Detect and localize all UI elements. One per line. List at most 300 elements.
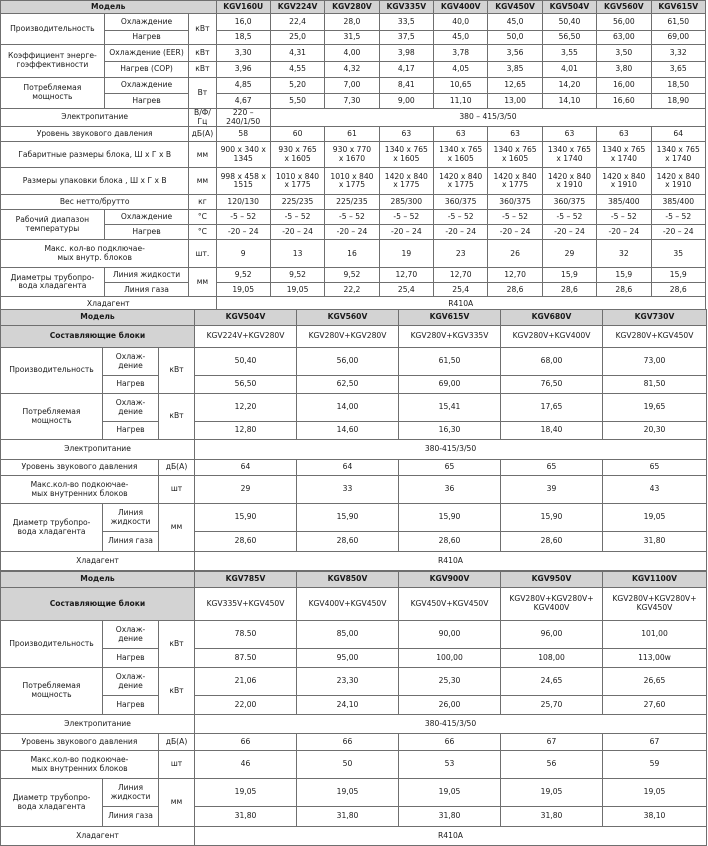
cell: 360/375 (488, 195, 542, 210)
model-name: KGV950V (501, 572, 603, 588)
cell: 64 (297, 460, 399, 476)
table-row (1, 751, 707, 779)
sub-label-eer: Охлаждение (EER) (104, 45, 189, 62)
cell: 20,30 (603, 422, 707, 440)
table-row (1, 552, 707, 571)
cell: 1420 х 840 х 1775 (488, 168, 542, 195)
row-label-pipe: Диаметр трубопро- вода хладагента (1, 504, 103, 552)
cell: -5 – 52 (651, 210, 705, 225)
cell: 11,10 (434, 94, 488, 109)
cell: 120/130 (216, 195, 270, 210)
table-row (1, 210, 706, 225)
cell: -5 – 52 (597, 210, 651, 225)
cell: 68,00 (501, 348, 603, 376)
cell: 3,65 (651, 62, 705, 78)
cell: 18,5 (216, 31, 270, 45)
cell: 285/300 (379, 195, 433, 210)
cell: 1340 х 765 х 1605 (379, 142, 433, 168)
cell: 38,10 (603, 807, 707, 827)
cell: 61,50 (399, 348, 501, 376)
cell: KGV450V+KGV450V (399, 588, 501, 621)
cell: 9 (216, 240, 270, 268)
row-label-weight: Вес нетто/брутто (1, 195, 189, 210)
cell: 19,05 (501, 779, 603, 807)
row-label-noise: Уровень звукового давления (1, 734, 159, 751)
row-label-power: Потребляемая мощность (1, 394, 103, 440)
cell: 385/400 (597, 195, 651, 210)
cell: 1340 х 765 х 1740 (651, 142, 705, 168)
cell: 60 (270, 127, 324, 142)
cell: 3,50 (597, 45, 651, 62)
cell: 15,90 (195, 504, 297, 532)
cell: 380-415/3/50 (195, 440, 707, 460)
cell: 43 (603, 476, 707, 504)
cell: 16,0 (216, 14, 270, 31)
sub-label-cooling: Охлаждение (104, 14, 189, 31)
cell: 1420 х 840 х 1910 (597, 168, 651, 195)
cell: 3,85 (488, 62, 542, 78)
cell: 15,41 (399, 394, 501, 422)
row-label-power: Потребляемая мощность (1, 78, 105, 109)
cell: 19,65 (603, 394, 707, 422)
cell: 16 (325, 240, 379, 268)
cell: 31,80 (195, 807, 297, 827)
model-name: KGV785V (195, 572, 297, 588)
cell: 35 (651, 240, 705, 268)
cell: 12,70 (379, 268, 433, 283)
cell: 3,78 (434, 45, 488, 62)
table-row (1, 240, 706, 268)
cell: 67 (603, 734, 707, 751)
cell: 101,00 (603, 621, 707, 649)
cell: 90,00 (399, 621, 501, 649)
cell: -5 – 52 (216, 210, 270, 225)
table-row (1, 668, 707, 696)
model-name: KGV335V (379, 1, 433, 14)
cell: -20 – 24 (216, 225, 270, 240)
cell: 31,80 (399, 807, 501, 827)
cell: KGV335V+KGV450V (195, 588, 297, 621)
sub-label-liquid: Линия жидкости (103, 504, 159, 532)
cell: 12,70 (434, 268, 488, 283)
cell: 95,00 (297, 649, 399, 668)
cell: 15,9 (542, 268, 596, 283)
table-row (1, 94, 706, 109)
unit-mm: мм (159, 779, 195, 827)
cell: 225/235 (270, 195, 324, 210)
cell: 14,60 (297, 422, 399, 440)
row-label-refrigerant: Хладагент (1, 552, 195, 571)
cell: 1420 х 840 х 1775 (434, 168, 488, 195)
cell: 28,6 (542, 283, 596, 297)
row-label-combination: Составляющие блоки (1, 326, 195, 348)
unit-pcs: шт (159, 476, 195, 504)
table-row (1, 195, 706, 210)
cell: 12,70 (488, 268, 542, 283)
cell: 28,6 (488, 283, 542, 297)
cell: 62,50 (297, 376, 399, 394)
row-label-max-indoor: Макс.кол-во подкоючае- мых внутренних блоков (1, 476, 159, 504)
model-name: KGV280V (325, 1, 379, 14)
cell: 28,6 (651, 283, 705, 297)
cell: 12,80 (195, 422, 297, 440)
cell: 385/400 (651, 195, 705, 210)
unit-dba: дБ(А) (159, 460, 195, 476)
cell: 5,50 (270, 94, 324, 109)
cell: R410A (195, 827, 707, 846)
cell: 7,30 (325, 94, 379, 109)
cell: 33,5 (379, 14, 433, 31)
cell: 225/235 (325, 195, 379, 210)
cell: 19,05 (297, 779, 399, 807)
cell: 16,60 (597, 94, 651, 109)
cell: 15,90 (297, 504, 399, 532)
row-label-power: Потребляемая мощность (1, 668, 103, 715)
model-label: Модель (1, 1, 217, 14)
sub-label-heating: Нагрев (104, 225, 189, 240)
cell: -5 – 52 (270, 210, 324, 225)
cell: 113,00w (603, 649, 707, 668)
row-label-combination: Составляющие блоки (1, 588, 195, 621)
cell: 10,65 (434, 78, 488, 94)
row-label-supply: Электропитание (1, 715, 195, 734)
cell: 1010 х 840 х 1775 (325, 168, 379, 195)
row-label-supply: Электропитание (1, 109, 189, 127)
cell: 100,00 (399, 649, 501, 668)
table-row (1, 62, 706, 78)
cell: 18,50 (651, 78, 705, 94)
table-row (1, 440, 707, 460)
cell: 63 (379, 127, 433, 142)
cell: 1420 х 840 х 1910 (542, 168, 596, 195)
cell: -5 – 52 (325, 210, 379, 225)
cell: 40,0 (434, 14, 488, 31)
cell: 29 (195, 476, 297, 504)
cell: -5 – 52 (488, 210, 542, 225)
model-name: KGV560V (297, 310, 399, 326)
row-label-capacity: Производительность (1, 348, 103, 394)
cell: 19 (379, 240, 433, 268)
table-row (1, 326, 707, 348)
sub-label-gas: Линия газа (104, 283, 189, 297)
cell: 1420 х 840 х 1775 (379, 168, 433, 195)
cell: 25,70 (501, 696, 603, 715)
model-label: Модель (1, 572, 195, 588)
cell: 19,05 (399, 779, 501, 807)
cell: 63 (434, 127, 488, 142)
cell: 4,01 (542, 62, 596, 78)
cell: 3,96 (216, 62, 270, 78)
cell: 360/375 (434, 195, 488, 210)
cell: 4,00 (325, 45, 379, 62)
model-name: KGV560V (597, 1, 651, 14)
table-row (1, 394, 707, 422)
cell: 33 (297, 476, 399, 504)
cell: 24,65 (501, 668, 603, 696)
model-name: KGV615V (651, 1, 705, 14)
cell: 50,40 (542, 14, 596, 31)
cell: 998 х 458 х 1515 (216, 168, 270, 195)
sub-label-heating: Нагрев (103, 422, 159, 440)
cell: 73,00 (603, 348, 707, 376)
cell: 22,4 (270, 14, 324, 31)
table-row (1, 78, 706, 94)
table-row (1, 779, 707, 807)
unit-kw: кВт (189, 14, 216, 45)
table-row (1, 127, 706, 142)
cell: 39 (501, 476, 603, 504)
cell: 25,4 (379, 283, 433, 297)
sub-label-heating: Нагрев (103, 376, 159, 394)
cell: 4,67 (216, 94, 270, 109)
model-name: KGV400V (434, 1, 488, 14)
table-row (1, 476, 707, 504)
cell: 4,17 (379, 62, 433, 78)
cell: 4,32 (325, 62, 379, 78)
cell: 28,60 (297, 532, 399, 552)
cell: -20 – 24 (270, 225, 324, 240)
unit-kw: кВт (189, 45, 216, 62)
cell: 1340 х 765 х 1605 (488, 142, 542, 168)
cell: 85,00 (297, 621, 399, 649)
cell: 63 (488, 127, 542, 142)
sub-label-gas: Линия газа (103, 532, 159, 552)
cell: 36 (399, 476, 501, 504)
sub-label-liquid: Линия жидкости (104, 268, 189, 283)
cell: 930 х 765 х 1605 (270, 142, 324, 168)
unit-kw: кВт (159, 668, 195, 715)
row-label-dimensions: Габаритные размеры блока, Ш х Г х В (1, 142, 189, 168)
cell: 8,41 (379, 78, 433, 94)
cell: 15,90 (501, 504, 603, 532)
cell: 4,55 (270, 62, 324, 78)
cell: 16,00 (597, 78, 651, 94)
row-label-max-indoor: Макс.кол-во подкоючае- мых внутренних блоков (1, 751, 159, 779)
cell: -20 – 24 (325, 225, 379, 240)
cell: 25,4 (434, 283, 488, 297)
cell: -20 – 24 (651, 225, 705, 240)
sub-label-heating: Нагрев (104, 94, 189, 109)
cell: 96,00 (501, 621, 603, 649)
cell: 16,30 (399, 422, 501, 440)
cell: 56 (501, 751, 603, 779)
table-row (1, 376, 707, 394)
model-name: KGV900V (399, 572, 501, 588)
cell: 32 (597, 240, 651, 268)
cell: 63 (542, 127, 596, 142)
cell: -20 – 24 (379, 225, 433, 240)
cell: 23,30 (297, 668, 399, 696)
cell: 900 х 340 х 1345 (216, 142, 270, 168)
cell: 3,80 (597, 62, 651, 78)
cell: 67 (501, 734, 603, 751)
cell: 56,50 (195, 376, 297, 394)
cell: 24,10 (297, 696, 399, 715)
table-row (1, 225, 706, 240)
cell: 78.50 (195, 621, 297, 649)
cell: 19,05 (603, 779, 707, 807)
cell: 9,52 (270, 268, 324, 283)
unit-kw: кВт (189, 62, 216, 78)
cell: 28,60 (399, 532, 501, 552)
unit-pcs: шт. (189, 240, 216, 268)
sub-label-liquid: Линия жидкости (103, 779, 159, 807)
cell: 220 – 240/1/50 (216, 109, 270, 127)
cell: 28,6 (597, 283, 651, 297)
model-row (1, 310, 707, 326)
cell: 37,5 (379, 31, 433, 45)
table-row (1, 807, 707, 827)
cell: 15,9 (597, 268, 651, 283)
cell: KGV224V+KGV280V (195, 326, 297, 348)
cell: 19,05 (270, 283, 324, 297)
unit-celsius: °С (189, 225, 216, 240)
cell: KGV400V+KGV450V (297, 588, 399, 621)
cell: 50,40 (195, 348, 297, 376)
cell: 64 (195, 460, 297, 476)
cell: 360/375 (542, 195, 596, 210)
unit-dba: дБ(А) (159, 734, 195, 751)
cell: 56,50 (542, 31, 596, 45)
unit-mm: мм (159, 504, 195, 552)
row-label-capacity: Производительность (1, 621, 103, 668)
cell: 4,85 (216, 78, 270, 94)
cell: 15,9 (651, 268, 705, 283)
cell: R410A (216, 297, 705, 311)
cell: 108,00 (501, 649, 603, 668)
cell: 31,80 (297, 807, 399, 827)
sub-label-cooling: Охлаж- дение (103, 668, 159, 696)
unit-kw: кВт (159, 621, 195, 668)
cell: -5 – 52 (379, 210, 433, 225)
cell: KGV280V+KGV280V+ KGV400V (501, 588, 603, 621)
cell: 1340 х 765 х 1605 (434, 142, 488, 168)
model-name: KGV1100V (603, 572, 707, 588)
table-row (1, 348, 707, 376)
row-label-noise: Уровень звукового давления (1, 127, 189, 142)
unit-vphz: В/Ф/Гц (189, 109, 216, 127)
sub-label-cooling: Охлаж- дение (103, 394, 159, 422)
cell: 65 (603, 460, 707, 476)
cell: 9,52 (325, 268, 379, 283)
cell: 66 (399, 734, 501, 751)
cell: 13 (270, 240, 324, 268)
cell: 3,55 (542, 45, 596, 62)
table-row (1, 588, 707, 621)
unit-celsius: °С (189, 210, 216, 225)
row-label-max-indoor: Макс. кол-во подключае- мых внутр. блоков (1, 240, 189, 268)
cell: -5 – 52 (434, 210, 488, 225)
cell: 22,00 (195, 696, 297, 715)
model-name: KGV850V (297, 572, 399, 588)
model-label: Модель (1, 310, 195, 326)
table-row (1, 283, 706, 297)
cell: 19,05 (195, 779, 297, 807)
cell: 64 (651, 127, 705, 142)
cell: 7,00 (325, 78, 379, 94)
cell: 81,50 (603, 376, 707, 394)
cell: -5 – 52 (542, 210, 596, 225)
cell: 63,00 (597, 31, 651, 45)
cell: KGV280V+KGV400V (501, 326, 603, 348)
model-row (1, 572, 707, 588)
cell: -20 – 24 (597, 225, 651, 240)
cell: 26,65 (603, 668, 707, 696)
cell: 56,00 (597, 14, 651, 31)
unit-mm: мм (189, 268, 216, 297)
cell: 46 (195, 751, 297, 779)
cell: 21,06 (195, 668, 297, 696)
cell: 76,50 (501, 376, 603, 394)
cell: 9,00 (379, 94, 433, 109)
model-name: KGV160U (216, 1, 270, 14)
cell: 29 (542, 240, 596, 268)
table-row (1, 168, 706, 195)
cell: 3,98 (379, 45, 433, 62)
row-label-operating-range: Рабочий диапазон температуры (1, 210, 105, 240)
cell: 380-415/3/50 (195, 715, 707, 734)
cell: 66 (297, 734, 399, 751)
cell: 28,0 (325, 14, 379, 31)
unit-kw: кВт (159, 348, 195, 394)
spec-table-combinations-1 (0, 309, 707, 571)
cell: 22,2 (325, 283, 379, 297)
cell: 25,0 (270, 31, 324, 45)
cell: KGV280V+KGV450V (603, 326, 707, 348)
table-row (1, 268, 706, 283)
row-label-refrigerant: Хладагент (1, 827, 195, 846)
table-row (1, 504, 707, 532)
cell: 61 (325, 127, 379, 142)
model-name: KGV504V (542, 1, 596, 14)
cell: 50 (297, 751, 399, 779)
cell: 66 (195, 734, 297, 751)
table-row (1, 460, 707, 476)
cell: -20 – 24 (542, 225, 596, 240)
unit-kg: кг (189, 195, 216, 210)
unit-w: Вт (189, 78, 216, 109)
cell: 87.50 (195, 649, 297, 668)
table-row (1, 14, 706, 31)
unit-dba: дБ(А) (189, 127, 216, 142)
cell: 9,52 (216, 268, 270, 283)
model-name: KGV504V (195, 310, 297, 326)
cell: 45,0 (488, 14, 542, 31)
cell: 15,90 (399, 504, 501, 532)
cell: 26,00 (399, 696, 501, 715)
cell: 1010 х 840 х 1775 (270, 168, 324, 195)
row-label-efficiency: Коэффициент энерге- гоэффективности (1, 45, 105, 78)
table-row (1, 827, 707, 846)
row-label-package: Размеры упаковки блока , Ш х Г х В (1, 168, 189, 195)
table-row (1, 621, 707, 649)
sub-label-gas: Линия газа (103, 807, 159, 827)
cell: 50,0 (488, 31, 542, 45)
cell: 28,60 (195, 532, 297, 552)
cell: 61,50 (651, 14, 705, 31)
cell: 58 (216, 127, 270, 142)
table-row (1, 734, 707, 751)
model-name: KGV680V (501, 310, 603, 326)
model-row (1, 1, 706, 14)
cell: 12,65 (488, 78, 542, 94)
sub-label-cooling: Охлаждение (104, 78, 189, 94)
unit-kw: кВт (159, 394, 195, 440)
cell: 23 (434, 240, 488, 268)
row-label-pipe: Диаметр трубопро- вода хладагента (1, 779, 103, 827)
table-row (1, 532, 707, 552)
cell: 3,32 (651, 45, 705, 62)
